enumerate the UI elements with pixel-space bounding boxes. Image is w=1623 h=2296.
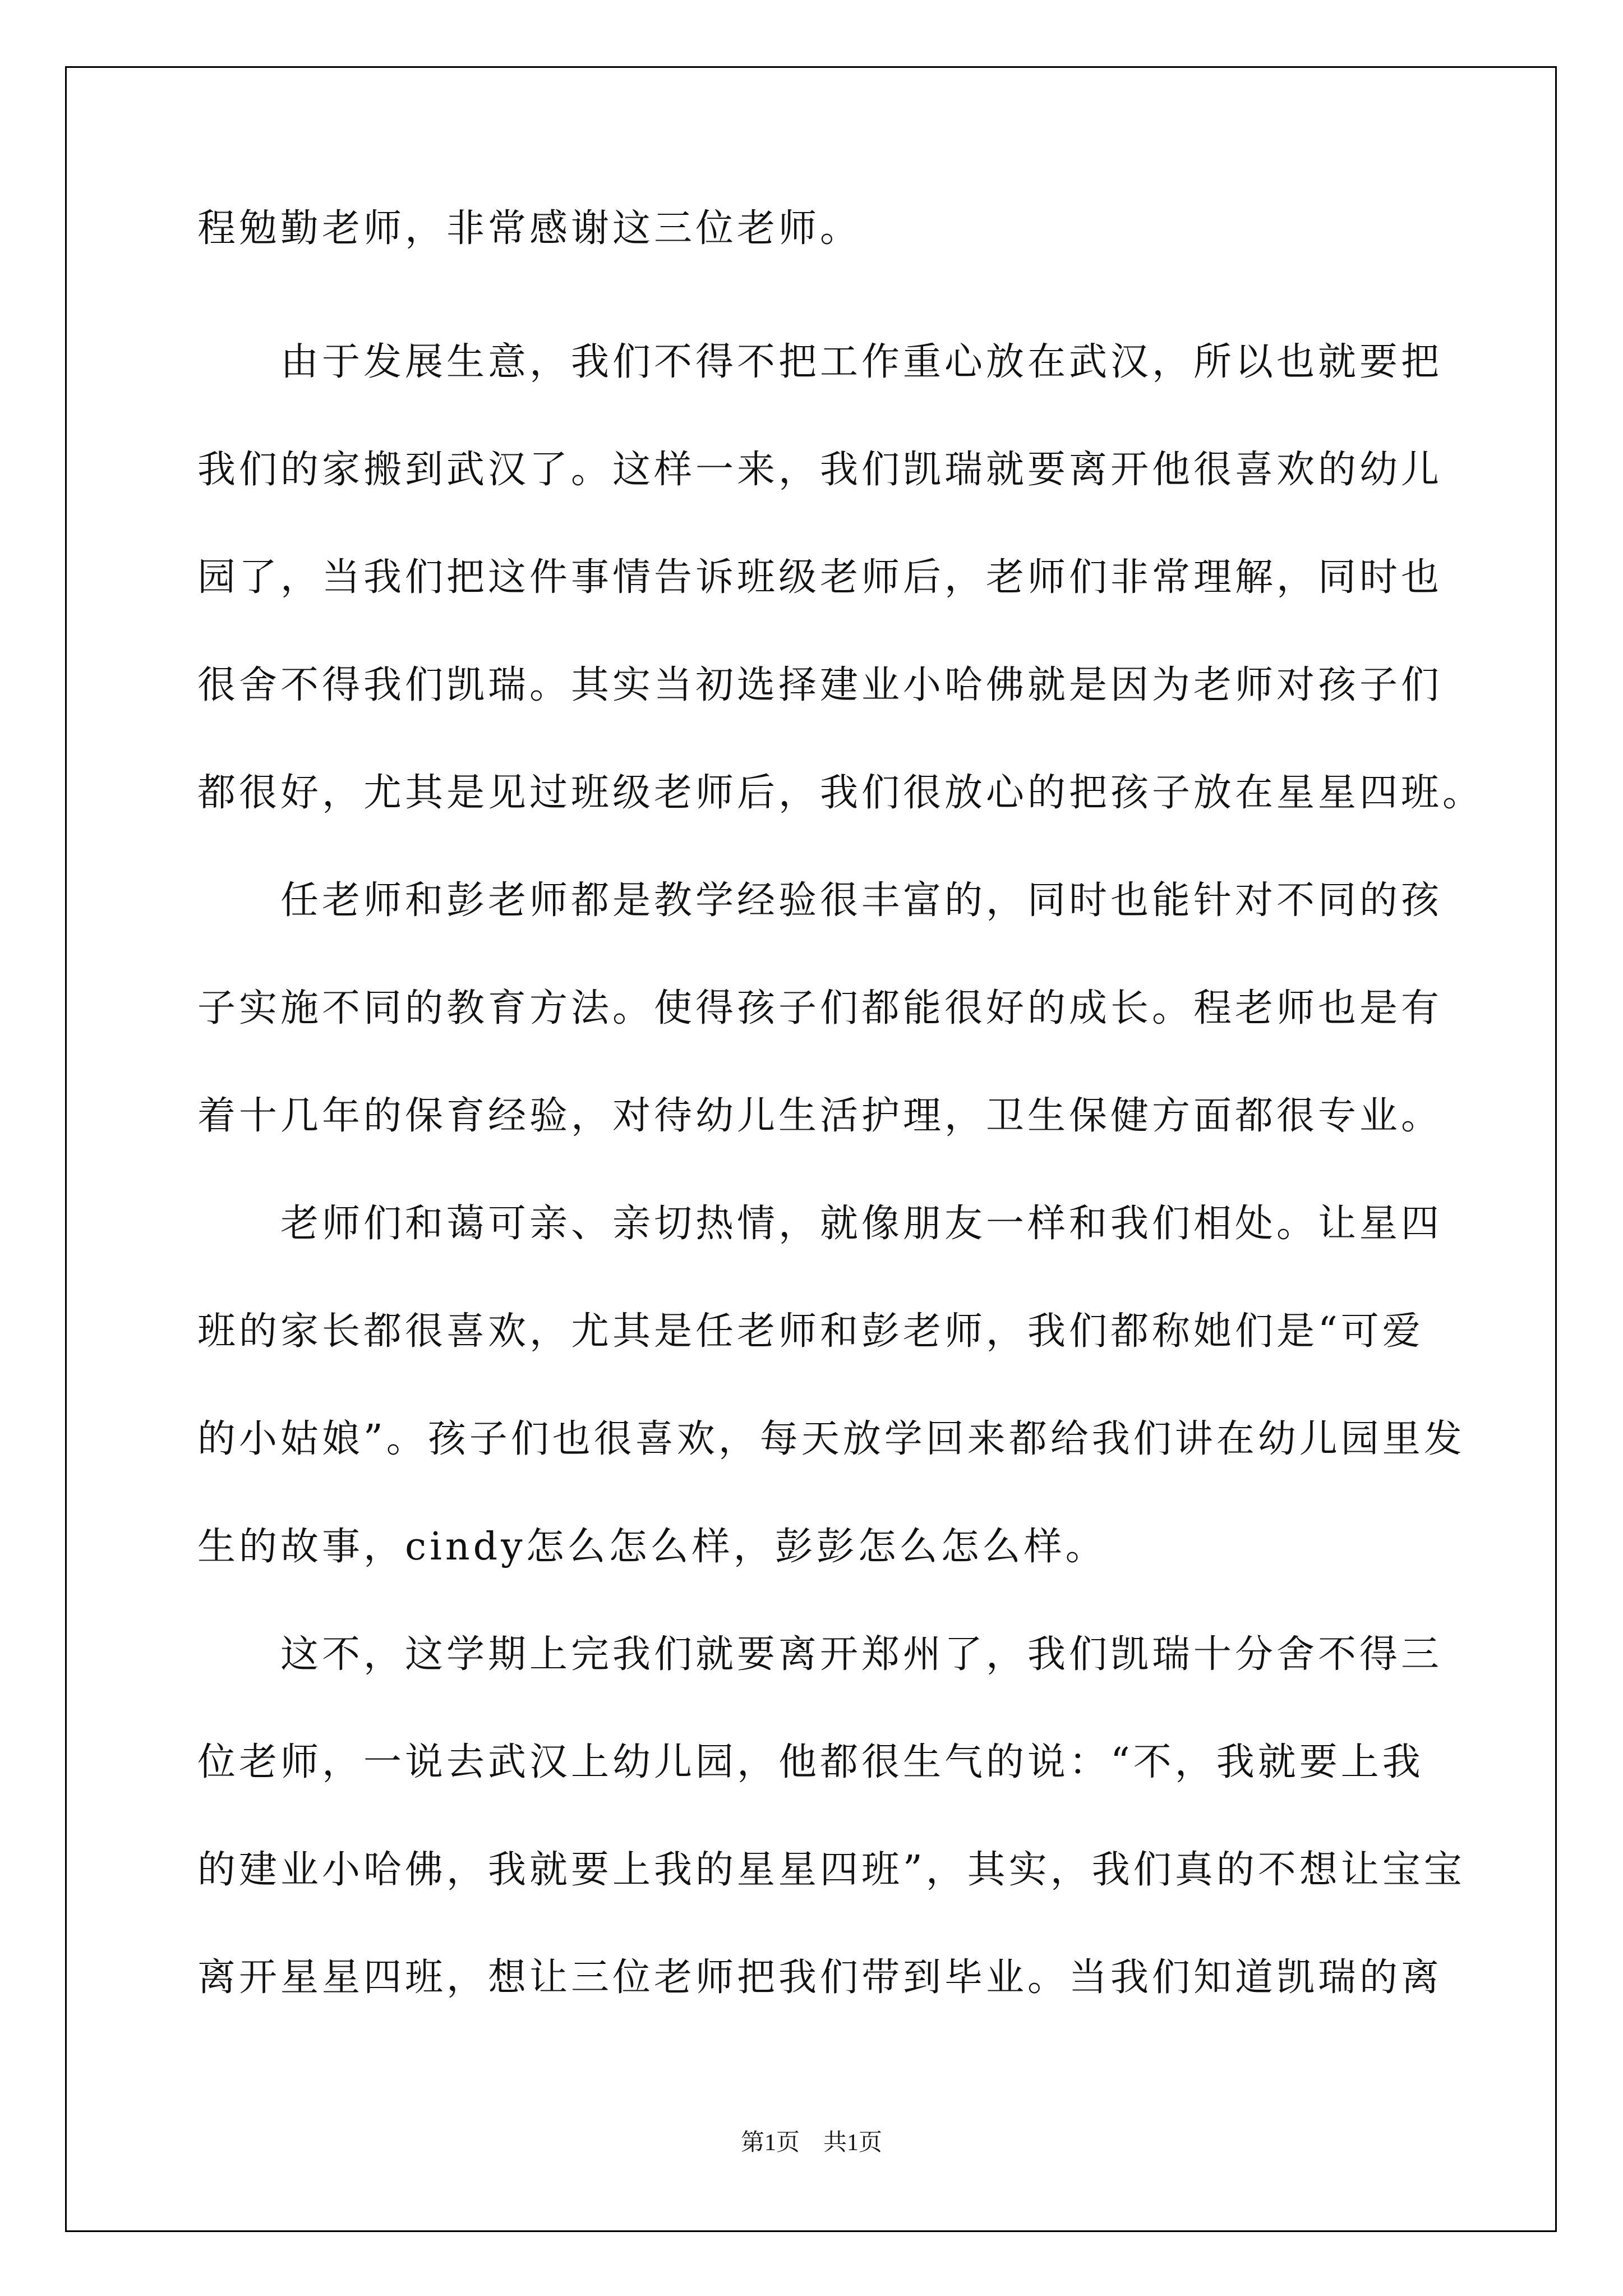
text-line: 这不，这学期上完我们就要离开郑州了，我们凯瑞十分舍不得三 <box>197 1632 1443 1677</box>
text-line: 老师们和蔼可亲、亲切热情，就像朋友一样和我们相处。让星四 <box>197 1202 1443 1246</box>
text-line: 的建业小哈佛，我就要上我的星星四班”，其实，我们真的不想让宝宝 <box>197 1848 1465 1892</box>
text-line: 班的家长都很喜欢，尤其是任老师和彭老师，我们都称她们是“可爱 <box>197 1309 1424 1354</box>
text-line: 我们的家搬到武汉了。这样一来，我们凯瑞就要离开他很喜欢的幼儿 <box>197 448 1443 492</box>
text-line: 子实施不同的教育方法。使得孩子们都能很好的成长。程老师也是有 <box>197 986 1443 1030</box>
text-line: 由于发展生意，我们不得不把工作重心放在武汉，所以也就要把 <box>197 340 1443 384</box>
text-line: 的小姑娘”。孩子们也很喜欢，每天放学回来都给我们讲在幼儿园里发 <box>197 1417 1465 1461</box>
text-line: 很舍不得我们凯瑞。其实当初选择建业小哈佛就是因为老师对孩子们 <box>197 663 1443 707</box>
text-line: 生的故事，cindy怎么怎么样，彭彭怎么怎么样。 <box>197 1525 1107 1569</box>
text-line: 都很好，尤其是见过班级老师后，我们很放心的把孩子放在星星四班。 <box>197 771 1484 815</box>
text-line: 程勉勤老师，非常感谢这三位老师。 <box>197 206 862 251</box>
text-line: 着十几年的保育经验，对待幼儿生活护理，卫生保健方面都很专业。 <box>197 1094 1443 1138</box>
text-line: 位老师，一说去武汉上幼儿园，他都很生气的说：“不，我就要上我 <box>197 1740 1424 1784</box>
page-footer: 第1页 共1页 <box>740 2130 882 2156</box>
text-line: 离开星星四班，想让三位老师把我们带到毕业。当我们知道凯瑞的离 <box>197 1955 1443 2000</box>
text-line: 园了，当我们把这件事情告诉班级老师后，老师们非常理解，同时也 <box>197 555 1443 600</box>
text-line: 任老师和彭老师都是教学经验很丰富的，同时也能针对不同的孩 <box>197 878 1443 923</box>
page-border <box>65 66 1557 2232</box>
